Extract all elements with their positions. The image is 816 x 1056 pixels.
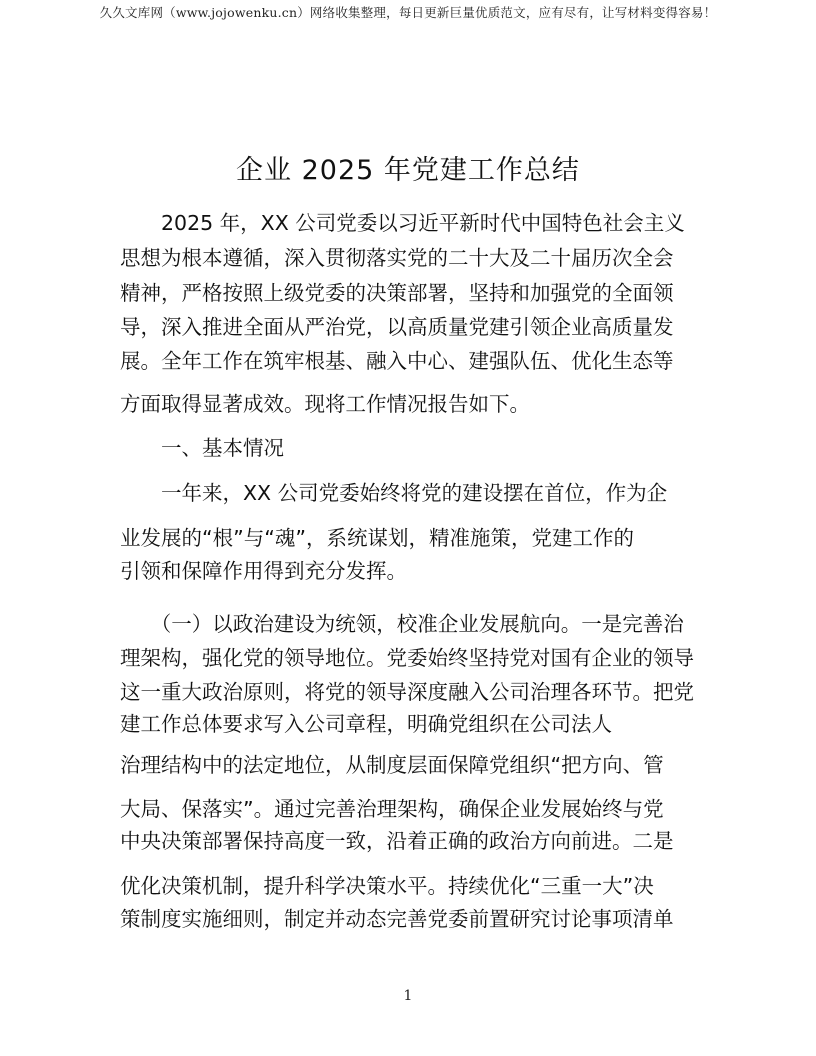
paragraph-line: 思想为根本遵循，深入贯彻落实党的二十大及二十届历次全会 [120,246,674,270]
section-heading: 一、基本情况 [120,436,284,460]
paragraph-line: （一）以政治建设为统领，校准企业发展航向。一是完善治 [120,612,684,636]
paragraph-line: 导，深入推进全面从严治党，以高质量党建引领企业高质量发 [120,315,674,339]
paragraph-line: 这一重大政治原则，将党的领导深度融入公司治理各环节。把党 [120,680,694,704]
paragraph-line: 精神，严格按照上级党委的决策部署，坚持和加强党的全面领 [120,281,674,305]
paragraph-line: 业发展的“根”与“魂”，系统谋划，精准施策，党建工作的 [120,526,634,550]
paragraph-line: 2025 年，XX 公司党委以习近平新时代中国特色社会主义 [120,211,685,235]
paragraph-line: 一年来，XX 公司党委始终将党的建设摆在首位，作为企 [120,481,668,505]
page-number: 1 [403,988,413,1004]
paragraph-line: 方面取得显著成效。现将工作情况报告如下。 [120,392,530,416]
paragraph-line: 治理结构中的法定地位，从制度层面保障党组织“把方向、管 [120,753,664,777]
paragraph-line: 展。全年工作在筑牢根基、融入中心、建强队伍、优化生态等 [120,349,674,373]
paragraph-line: 理架构，强化党的领导地位。党委始终坚持党对国有企业的领导 [120,646,694,670]
site-header-notice: 久久文库网（www.jojowenku.cn）网络收集整理，每日更新巨量优质范文，应有尽有，让写材料变得容易！ [99,5,717,20]
paragraph-line: 优化决策机制，提升科学决策水平。持续优化“三重一大”决 [120,874,654,898]
paragraph-line: 大局、保落实”。通过完善治理架构，确保企业发展始终与党 [120,797,664,821]
document-title: 企业 2025 年党建工作总结 [236,155,580,186]
paragraph-line: 引领和保障作用得到充分发挥。 [120,559,407,583]
paragraph-line: 中央决策部署保持高度一致，沿着正确的政治方向前进。二是 [120,829,674,853]
paragraph-line: 策制度实施细则，制定并动态完善党委前置研究讨论事项清单 [120,907,674,931]
paragraph-line: 建工作总体要求写入公司章程，明确党组织在公司法人 [120,712,612,736]
